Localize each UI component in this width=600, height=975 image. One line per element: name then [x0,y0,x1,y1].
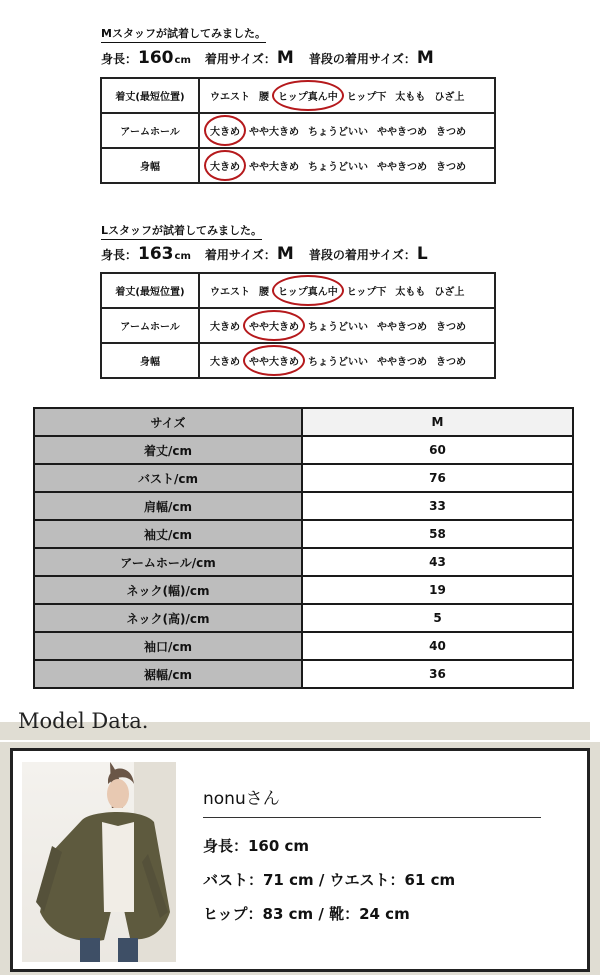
size-header-value: M [302,408,573,436]
fit-option-selected: やや大きめ [249,318,299,333]
fit-row-options [199,273,495,308]
size-row [34,548,573,576]
fit-row-options [199,78,495,113]
size-row-label: ネック(幅)/cm [34,576,302,604]
size-row-value: 5 [302,604,573,632]
size-row-label: アームホール/cm [34,548,302,576]
size-table-header [34,408,573,436]
model-photo [22,762,176,962]
fit-option: ちょうどいい [308,357,368,368]
size-row-value: 36 [302,660,573,688]
fit-option: ウエスト [210,287,250,298]
size-row-label: 着丈/cm [34,436,302,464]
size-row [34,520,573,548]
l-height-unit: cm [174,251,191,262]
fit-option: きつめ [436,357,466,368]
fit-row [101,343,495,378]
fit-option: ちょうどいい [308,127,368,138]
l-staff-info [101,244,429,264]
fit-option: きつめ [436,162,466,173]
m-size-value: M [276,48,294,68]
model-line-height: 身長：160 cm [203,837,310,855]
m-height-label: 身長： [101,52,138,66]
size-row [34,576,573,604]
l-usual-label: 普段の着用サイズ： [308,248,416,262]
fit-row [101,113,495,148]
l-fit-table [100,272,496,379]
fit-option: ひざ上 [434,287,465,298]
fit-row [101,308,495,343]
size-row [34,604,573,632]
m-height-unit: cm [174,55,191,66]
size-row-value: 40 [302,632,573,660]
size-row-value: 19 [302,576,573,604]
size-row [34,436,573,464]
fit-option: 大きめ [210,357,240,368]
size-row-value: 58 [302,520,573,548]
fit-row-label: 身幅 [101,343,199,378]
fit-option: ひざ上 [434,92,465,103]
fit-option: ちょうどいい [308,162,368,173]
model-name-divider [203,817,541,818]
fit-row [101,148,495,183]
l-size-value: M [276,244,294,264]
fit-option: ヒップ下 [346,287,387,298]
size-row [34,464,573,492]
size-row-value: 76 [302,464,573,492]
l-usual-value: L [416,244,428,264]
fit-option: ちょうどいい [308,322,368,333]
m-staff-title: Mスタッフが試着してみました。 [101,25,266,43]
fit-option: きつめ [436,127,466,138]
m-height-value: 160 [138,48,174,68]
fit-option-selected: 大きめ [210,158,240,173]
l-height-label: 身長： [101,248,138,262]
fit-row-label: 着丈(最短位置) [101,78,199,113]
fit-option: 腰 [259,287,269,298]
l-staff-title: Lスタッフが試着してみました。 [101,222,262,240]
fit-option: ヒップ下 [346,92,387,103]
fit-option: やや大きめ [249,127,299,138]
size-row-label: 袖口/cm [34,632,302,660]
fit-row-options [199,308,495,343]
fit-option-selected: 大きめ [210,123,240,138]
model-photo-illustration [22,762,176,962]
fit-option: 太もも [395,287,426,298]
m-fit-table [100,77,496,184]
fit-row-label: アームホール [101,113,199,148]
l-size-label: 着用サイズ： [204,248,276,262]
size-row-label: バスト/cm [34,464,302,492]
fit-option: 太もも [395,92,426,103]
fit-option: ややきつめ [377,127,427,138]
l-height-value: 163 [138,244,174,264]
m-usual-label: 普段の着用サイズ： [308,52,416,66]
fit-option: ややきつめ [377,322,427,333]
size-row-value: 33 [302,492,573,520]
m-size-label: 着用サイズ： [204,52,276,66]
size-row-label: 肩幅/cm [34,492,302,520]
fit-row-options [199,343,495,378]
size-row [34,660,573,688]
fit-option: ややきつめ [377,357,427,368]
m-usual-value: M [416,48,434,68]
fit-option-selected: ヒップ真ん中 [278,283,338,298]
m-staff-info [101,48,435,68]
size-header-label: サイズ [34,408,302,436]
model-line-bust-waist: バスト：71 cm / ウエスト：61 cm [203,871,456,889]
fit-option: やや大きめ [249,162,299,173]
fit-row-label: アームホール [101,308,199,343]
size-row [34,492,573,520]
size-row-label: ネック(高)/cm [34,604,302,632]
size-row-value: 60 [302,436,573,464]
fit-option: 大きめ [210,322,240,333]
model-card [10,748,590,972]
model-name: nonuさん [203,789,280,809]
fit-option-selected: ヒップ真ん中 [278,88,338,103]
fit-option: 腰 [259,92,269,103]
fit-row [101,273,495,308]
model-line-hip-shoe: ヒップ：83 cm / 靴：24 cm [203,905,410,923]
fit-option: ウエスト [210,92,250,103]
size-row-value: 43 [302,548,573,576]
size-table [33,407,574,689]
fit-option-selected: やや大きめ [249,353,299,368]
fit-row [101,78,495,113]
model-section-title: Model Data. [18,709,149,733]
fit-option: ややきつめ [377,162,427,173]
size-row [34,632,573,660]
fit-row-label: 着丈(最短位置) [101,273,199,308]
fit-row-options [199,113,495,148]
fit-row-label: 身幅 [101,148,199,183]
fit-option: きつめ [436,322,466,333]
size-row-label: 袖丈/cm [34,520,302,548]
fit-row-options [199,148,495,183]
size-row-label: 裾幅/cm [34,660,302,688]
